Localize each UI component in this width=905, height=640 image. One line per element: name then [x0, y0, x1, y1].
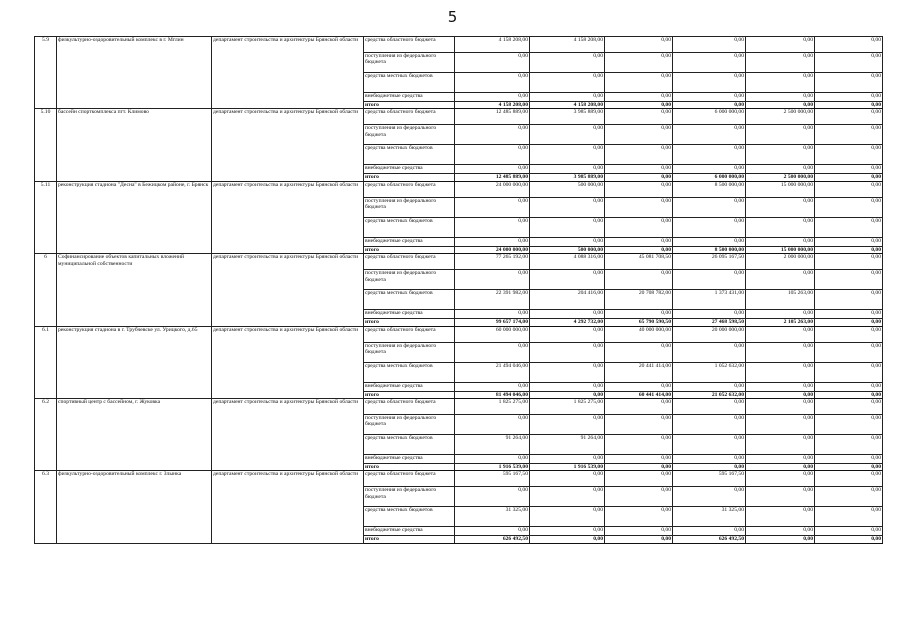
amount-cell: 0,00 — [746, 310, 815, 319]
executor: департамент строительства и архитектуры Брянской области — [212, 109, 364, 181]
page-number: 5 — [447, 8, 458, 26]
amount-cell: 8 500 000,00 — [673, 181, 746, 197]
funding-source-label: средства местных бюджетов — [364, 73, 455, 93]
amount-cell: 0,00 — [746, 362, 815, 382]
amount-cell: 0,00 — [746, 217, 815, 237]
amount-cell: 77 265 192,00 — [455, 254, 530, 270]
funding-source-label: средства областного бюджета — [364, 471, 455, 487]
amount-cell: 81 494 046,00 — [455, 391, 530, 398]
amount-cell: 0,00 — [605, 217, 673, 237]
funding-source-label: итого — [364, 319, 455, 326]
amount-cell: 0,00 — [530, 507, 605, 527]
amount-cell: 0,00 — [455, 197, 530, 217]
amount-cell: 0,00 — [605, 246, 673, 253]
amount-cell: 0,00 — [815, 464, 883, 471]
amount-cell: 0,00 — [815, 93, 883, 102]
amount-cell: 0,00 — [815, 342, 883, 362]
amount-cell: 21 052 632,00 — [673, 391, 746, 398]
amount-cell: 0,00 — [530, 310, 605, 319]
amount-cell: 0,00 — [455, 342, 530, 362]
amount-cell: 0,00 — [746, 102, 815, 109]
amount-cell: 4 158 208,00 — [455, 102, 530, 109]
amount-cell: 0,00 — [605, 382, 673, 391]
amount-cell: 0,00 — [815, 455, 883, 464]
amount-cell: 0,00 — [746, 399, 815, 415]
amount-cell: 0,00 — [455, 270, 530, 290]
amount-cell: 0,00 — [815, 109, 883, 125]
amount-cell: 0,00 — [815, 326, 883, 342]
amount-cell: 0,00 — [455, 217, 530, 237]
amount-cell: 0,00 — [746, 165, 815, 174]
amount-cell: 0,00 — [455, 527, 530, 536]
funding-source-label: внебюджетные средства — [364, 93, 455, 102]
amount-cell: 0,00 — [605, 399, 673, 415]
amount-cell: 0,00 — [455, 125, 530, 145]
amount-cell: 4 292 732,00 — [530, 319, 605, 326]
amount-cell: 0,00 — [605, 527, 673, 536]
amount-cell: 0,00 — [673, 310, 746, 319]
object-name: спортивный центр с бассейном, г. Жуковка — [57, 399, 212, 471]
amount-cell: 1 916 539,00 — [455, 464, 530, 471]
amount-cell: 0,00 — [455, 53, 530, 73]
amount-cell: 0,00 — [673, 455, 746, 464]
table-row — [35, 37, 883, 53]
amount-cell: 0,00 — [815, 145, 883, 165]
funding-source-label: внебюджетные средства — [364, 237, 455, 246]
amount-cell: 40 000 000,00 — [605, 326, 673, 342]
amount-cell: 0,00 — [455, 455, 530, 464]
amount-cell: 0,00 — [605, 181, 673, 197]
amount-cell: 0,00 — [746, 471, 815, 487]
amount-cell: 12 485 889,00 — [455, 109, 530, 125]
amount-cell: 8 500 000,00 — [673, 246, 746, 253]
amount-cell: 4 088 316,00 — [530, 254, 605, 270]
amount-cell: 204 416,00 — [530, 290, 605, 310]
amount-cell: 0,00 — [605, 435, 673, 455]
amount-cell: 2 105 263,00 — [746, 319, 815, 326]
amount-cell: 0,00 — [815, 527, 883, 536]
funding-source-label: итого — [364, 102, 455, 109]
amount-cell: 0,00 — [815, 197, 883, 217]
amount-cell: 0,00 — [673, 37, 746, 53]
funding-source-label: поступления из федерального бюджета — [364, 53, 455, 73]
amount-cell: 0,00 — [746, 53, 815, 73]
amount-cell: 0,00 — [605, 507, 673, 527]
funding-source-label: итого — [364, 174, 455, 181]
amount-cell: 60 000 000,00 — [455, 326, 530, 342]
table-row — [35, 254, 883, 270]
amount-cell: 0,00 — [605, 487, 673, 507]
amount-cell: 0,00 — [530, 487, 605, 507]
object-name: физкультурно-оздоровительный комплекс г. Злынка — [57, 471, 212, 543]
amount-cell: 0,00 — [673, 197, 746, 217]
amount-cell: 1 373 431,00 — [673, 290, 746, 310]
amount-cell: 6 000 000,00 — [673, 109, 746, 125]
amount-cell: 0,00 — [815, 382, 883, 391]
executor: департамент строительства и архитектуры Брянской области — [212, 471, 364, 543]
amount-cell: 6 000 000,00 — [673, 174, 746, 181]
amount-cell: 0,00 — [530, 73, 605, 93]
item-number: 5.10 — [35, 109, 57, 181]
funding-source-label: средства местных бюджетов — [364, 290, 455, 310]
executor: департамент строительства и архитектуры Брянской области — [212, 37, 364, 109]
amount-cell: 0,00 — [815, 37, 883, 53]
amount-cell: 0,00 — [530, 527, 605, 536]
amount-cell: 0,00 — [815, 73, 883, 93]
amount-cell: 0,00 — [815, 487, 883, 507]
table-row — [35, 326, 883, 342]
funding-source-label: средства областного бюджета — [364, 399, 455, 415]
amount-cell: 20 000 000,00 — [673, 326, 746, 342]
funding-source-label: внебюджетные средства — [364, 165, 455, 174]
amount-cell: 15 000 000,00 — [746, 246, 815, 253]
amount-cell: 0,00 — [815, 310, 883, 319]
amount-cell: 0,00 — [815, 471, 883, 487]
amount-cell: 31 325,00 — [673, 507, 746, 527]
amount-cell: 0,00 — [530, 125, 605, 145]
amount-cell: 0,00 — [673, 125, 746, 145]
amount-cell: 0,00 — [815, 53, 883, 73]
amount-cell: 26 095 167,50 — [673, 254, 746, 270]
executor: департамент строительства и архитектуры Брянской области — [212, 254, 364, 326]
amount-cell: 0,00 — [673, 464, 746, 471]
amount-cell: 0,00 — [530, 455, 605, 464]
amount-cell: 4 158 208,00 — [455, 37, 530, 53]
amount-cell: 0,00 — [746, 382, 815, 391]
amount-cell: 0,00 — [605, 415, 673, 435]
amount-cell: 0,00 — [746, 342, 815, 362]
amount-cell: 0,00 — [746, 464, 815, 471]
amount-cell: 0,00 — [530, 53, 605, 73]
funding-source-label: внебюджетные средства — [364, 310, 455, 319]
amount-cell: 0,00 — [605, 197, 673, 217]
funding-source-label: средства областного бюджета — [364, 37, 455, 53]
amount-cell: 0,00 — [746, 527, 815, 536]
funding-source-label: итого — [364, 246, 455, 253]
amount-cell: 27 468 598,50 — [673, 319, 746, 326]
funding-source-label: поступления из федерального бюджета — [364, 415, 455, 435]
amount-cell: 0,00 — [605, 53, 673, 73]
amount-cell: 0,00 — [746, 197, 815, 217]
object-name: реконструкция стадиона "Десна" в Бежицком районе, г. Брянск — [57, 181, 212, 253]
amount-cell: 1 052 632,00 — [673, 362, 746, 382]
amount-cell: 0,00 — [673, 382, 746, 391]
funding-source-label: средства местных бюджетов — [364, 435, 455, 455]
funding-source-label: средства областного бюджета — [364, 326, 455, 342]
amount-cell: 24 000 000,00 — [455, 181, 530, 197]
amount-cell: 0,00 — [815, 399, 883, 415]
amount-cell: 0,00 — [673, 73, 746, 93]
amount-cell: 0,00 — [815, 391, 883, 398]
amount-cell: 0,00 — [530, 391, 605, 398]
amount-cell: 0,00 — [530, 326, 605, 342]
amount-cell: 595 167,50 — [673, 471, 746, 487]
table-row — [35, 109, 883, 125]
amount-cell: 0,00 — [605, 237, 673, 246]
amount-cell: 0,00 — [673, 435, 746, 455]
amount-cell: 0,00 — [455, 237, 530, 246]
amount-cell: 0,00 — [815, 254, 883, 270]
amount-cell: 105 263,00 — [746, 290, 815, 310]
funding-source-label: поступления из федерального бюджета — [364, 197, 455, 217]
object-name: физкультурно-оздоровительный комплекс в г. Мглин — [57, 37, 212, 109]
amount-cell: 0,00 — [815, 181, 883, 197]
funding-source-label: внебюджетные средства — [364, 455, 455, 464]
amount-cell: 0,00 — [815, 125, 883, 145]
amount-cell: 0,00 — [815, 246, 883, 253]
amount-cell: 0,00 — [746, 415, 815, 435]
object-name: Софинансирование объектов капитальных вложений муниципальной собственности — [57, 254, 212, 326]
amount-cell: 2 500 000,00 — [746, 174, 815, 181]
amount-cell: 0,00 — [673, 399, 746, 415]
amount-cell: 0,00 — [815, 507, 883, 527]
amount-cell: 0,00 — [815, 270, 883, 290]
amount-cell: 0,00 — [530, 382, 605, 391]
amount-cell: 22 391 982,00 — [455, 290, 530, 310]
amount-cell: 1 825 275,00 — [530, 399, 605, 415]
amount-cell: 0,00 — [746, 270, 815, 290]
amount-cell: 0,00 — [815, 165, 883, 174]
amount-cell: 0,00 — [673, 217, 746, 237]
amount-cell: 0,00 — [455, 310, 530, 319]
executor: департамент строительства и архитектуры Брянской области — [212, 181, 364, 253]
amount-cell: 0,00 — [605, 73, 673, 93]
item-number: 5.11 — [35, 181, 57, 253]
amount-cell: 0,00 — [815, 319, 883, 326]
amount-cell: 15 000 000,00 — [746, 181, 815, 197]
amount-cell: 0,00 — [605, 145, 673, 165]
amount-cell: 4 158 208,00 — [530, 102, 605, 109]
funding-source-label: средства областного бюджета — [364, 181, 455, 197]
amount-cell: 0,00 — [455, 487, 530, 507]
amount-cell: 0,00 — [746, 125, 815, 145]
amount-cell: 0,00 — [530, 362, 605, 382]
amount-cell: 0,00 — [530, 145, 605, 165]
amount-cell: 20 441 414,00 — [605, 362, 673, 382]
funding-source-label: средства местных бюджетов — [364, 507, 455, 527]
executor: департамент строительства и архитектуры Брянской области — [212, 399, 364, 471]
amount-cell: 0,00 — [815, 536, 883, 543]
amount-cell: 0,00 — [815, 362, 883, 382]
funding-source-label: поступления из федерального бюджета — [364, 270, 455, 290]
amount-cell: 0,00 — [746, 507, 815, 527]
amount-cell: 0,00 — [530, 270, 605, 290]
amount-cell: 0,00 — [673, 527, 746, 536]
amount-cell: 3 985 889,00 — [530, 174, 605, 181]
amount-cell: 65 790 590,50 — [605, 319, 673, 326]
amount-cell: 0,00 — [455, 382, 530, 391]
amount-cell: 0,00 — [605, 93, 673, 102]
amount-cell: 0,00 — [746, 536, 815, 543]
amount-cell: 0,00 — [605, 342, 673, 362]
funding-source-label: средства областного бюджета — [364, 109, 455, 125]
amount-cell: 0,00 — [673, 145, 746, 165]
amount-cell: 1 825 275,00 — [455, 399, 530, 415]
amount-cell: 0,00 — [605, 174, 673, 181]
item-number: 5.9 — [35, 37, 57, 109]
amount-cell: 0,00 — [673, 165, 746, 174]
amount-cell: 0,00 — [605, 125, 673, 145]
amount-cell: 0,00 — [455, 165, 530, 174]
amount-cell: 0,00 — [605, 310, 673, 319]
amount-cell: 626 492,50 — [455, 536, 530, 543]
object-name: бассейн спорткомплекса пгт. Климово — [57, 109, 212, 181]
table-row — [35, 181, 883, 197]
funding-table — [34, 36, 883, 544]
amount-cell: 2 500 000,00 — [746, 109, 815, 125]
table-body — [35, 37, 883, 544]
amount-cell: 3 985 889,00 — [530, 109, 605, 125]
amount-cell: 0,00 — [530, 217, 605, 237]
amount-cell: 0,00 — [530, 197, 605, 217]
amount-cell: 0,00 — [815, 217, 883, 237]
amount-cell: 0,00 — [455, 73, 530, 93]
funding-source-label: средства местных бюджетов — [364, 217, 455, 237]
amount-cell: 0,00 — [746, 237, 815, 246]
funding-source-label: поступления из федерального бюджета — [364, 342, 455, 362]
amount-cell: 0,00 — [673, 270, 746, 290]
amount-cell: 0,00 — [605, 102, 673, 109]
amount-cell: 21 494 046,00 — [455, 362, 530, 382]
amount-cell: 0,00 — [605, 464, 673, 471]
amount-cell: 0,00 — [673, 342, 746, 362]
amount-cell: 91 264,00 — [530, 435, 605, 455]
amount-cell: 4 158 208,00 — [530, 37, 605, 53]
amount-cell: 0,00 — [605, 37, 673, 53]
amount-cell: 20 708 782,00 — [605, 290, 673, 310]
amount-cell: 2 000 000,00 — [746, 254, 815, 270]
amount-cell: 0,00 — [530, 471, 605, 487]
amount-cell: 0,00 — [815, 415, 883, 435]
item-number: 6.1 — [35, 326, 57, 398]
funding-source-label: средства местных бюджетов — [364, 145, 455, 165]
table-row — [35, 471, 883, 487]
amount-cell: 0,00 — [673, 53, 746, 73]
amount-cell: 595 167,50 — [455, 471, 530, 487]
amount-cell: 0,00 — [746, 435, 815, 455]
amount-cell: 99 657 174,00 — [455, 319, 530, 326]
amount-cell: 91 264,00 — [455, 435, 530, 455]
amount-cell: 0,00 — [530, 536, 605, 543]
amount-cell: 31 325,00 — [455, 507, 530, 527]
item-number: 6 — [35, 254, 57, 326]
amount-cell: 0,00 — [673, 415, 746, 435]
funding-source-label: внебюджетные средства — [364, 527, 455, 536]
amount-cell: 0,00 — [605, 270, 673, 290]
funding-source-label: средства областного бюджета — [364, 254, 455, 270]
funding-source-label: итого — [364, 391, 455, 398]
amount-cell: 45 081 708,50 — [605, 254, 673, 270]
amount-cell: 0,00 — [746, 487, 815, 507]
amount-cell: 0,00 — [530, 342, 605, 362]
amount-cell: 500 000,00 — [530, 246, 605, 253]
amount-cell: 0,00 — [673, 93, 746, 102]
amount-cell: 0,00 — [605, 109, 673, 125]
amount-cell: 0,00 — [815, 290, 883, 310]
amount-cell: 0,00 — [530, 165, 605, 174]
funding-source-label: внебюджетные средства — [364, 382, 455, 391]
amount-cell: 0,00 — [605, 471, 673, 487]
funding-source-label: итого — [364, 464, 455, 471]
amount-cell: 0,00 — [673, 237, 746, 246]
amount-cell: 0,00 — [746, 73, 815, 93]
amount-cell: 60 441 414,00 — [605, 391, 673, 398]
amount-cell: 626 492,50 — [673, 536, 746, 543]
amount-cell: 500 000,00 — [530, 181, 605, 197]
amount-cell: 0,00 — [746, 391, 815, 398]
object-name: реконструкция стадиона в г. Трубчевске ул. Урицкого, д.65 — [57, 326, 212, 398]
funding-source-label: итого — [364, 536, 455, 543]
funding-source-label: поступления из федерального бюджета — [364, 125, 455, 145]
amount-cell: 0,00 — [815, 237, 883, 246]
amount-cell: 0,00 — [746, 326, 815, 342]
amount-cell: 0,00 — [530, 93, 605, 102]
funding-source-label: поступления из федерального бюджета — [364, 487, 455, 507]
funding-source-label: средства местных бюджетов — [364, 362, 455, 382]
amount-cell: 0,00 — [746, 145, 815, 165]
amount-cell: 0,00 — [455, 145, 530, 165]
amount-cell: 0,00 — [746, 93, 815, 102]
amount-cell: 0,00 — [455, 415, 530, 435]
amount-cell: 0,00 — [605, 455, 673, 464]
amount-cell: 12 485 889,00 — [455, 174, 530, 181]
amount-cell: 0,00 — [455, 93, 530, 102]
amount-cell: 0,00 — [815, 435, 883, 455]
amount-cell: 0,00 — [815, 174, 883, 181]
item-number: 6.2 — [35, 399, 57, 471]
amount-cell: 0,00 — [530, 415, 605, 435]
amount-cell: 0,00 — [746, 37, 815, 53]
item-number: 6.3 — [35, 471, 57, 543]
executor: департамент строительства и архитектуры Брянской области — [212, 326, 364, 398]
amount-cell: 0,00 — [673, 487, 746, 507]
amount-cell: 0,00 — [530, 237, 605, 246]
amount-cell: 0,00 — [746, 455, 815, 464]
amount-cell: 24 000 000,00 — [455, 246, 530, 253]
amount-cell: 0,00 — [605, 165, 673, 174]
amount-cell: 0,00 — [673, 102, 746, 109]
amount-cell: 1 916 539,00 — [530, 464, 605, 471]
table-row — [35, 399, 883, 415]
amount-cell: 0,00 — [815, 102, 883, 109]
amount-cell: 0,00 — [605, 536, 673, 543]
